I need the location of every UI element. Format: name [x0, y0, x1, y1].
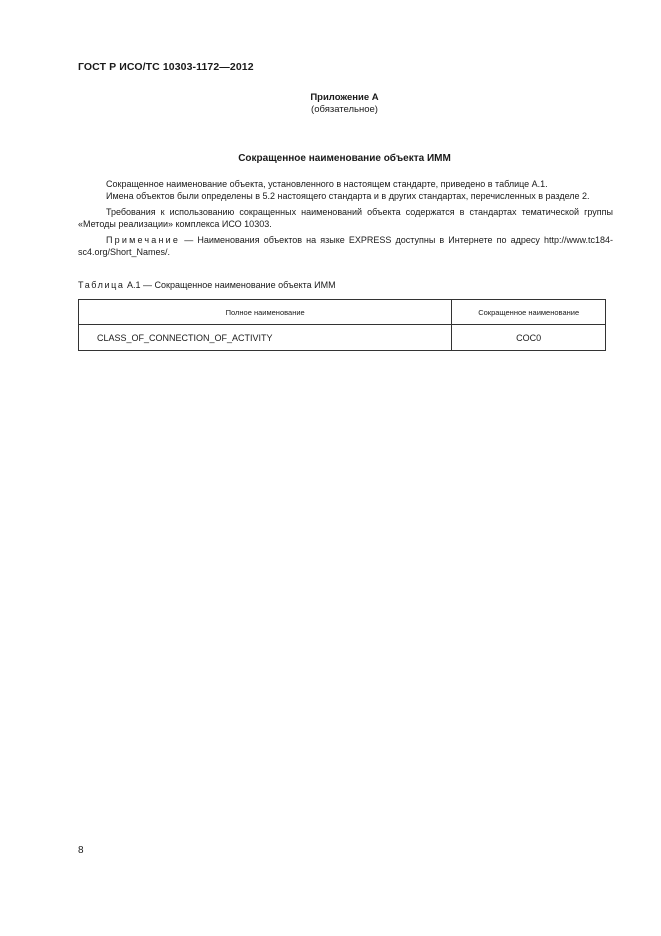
- cell-short-name: COC0: [452, 325, 606, 351]
- table-row: [79, 325, 606, 351]
- cell-full-name: CLASS_OF_CONNECTION_OF_ACTIVITY: [79, 325, 452, 351]
- table-caption-text: А.1 — Сокращенное наименование объекта ИММ: [124, 280, 336, 290]
- table-header-row: [79, 300, 606, 325]
- note-label: Примечание: [106, 235, 181, 245]
- document-header: ГОСТ Р ИСО/ТС 10303-1172—2012: [78, 61, 254, 73]
- appendix-heading: [0, 92, 661, 116]
- paragraph-3: Требования к использованию сокращенных наименований объекта содержатся в стандартах тематической группы «Методы реализации» комплекса ИСО 10303.: [78, 207, 613, 229]
- appendix-title: Приложение А: [310, 92, 379, 103]
- appendix-subtitle: (обязательное): [311, 104, 378, 115]
- page-number: 8: [78, 845, 84, 856]
- table-caption: [78, 280, 336, 290]
- column-header-short-name: Сокращенное наименование: [452, 300, 606, 325]
- table-caption-label: Таблица: [78, 280, 125, 290]
- note-paragraph: [78, 235, 613, 258]
- section-title: Сокращенное наименование объекта ИММ: [238, 153, 451, 164]
- paragraph-2: Имена объектов были определены в 5.2 настоящего стандарта и в других стандартах, перечисленных в разделе 2.: [106, 190, 590, 201]
- paragraph-1: Сокращенное наименование объекта, установленного в настоящем стандарте, приведено в таблице А.1.: [106, 179, 548, 189]
- body-text: [78, 179, 613, 258]
- note-text: — Наименования объектов на языке EXPRESS доступны в Интернете по адресу http://www.tc184-sc4.org/Short_Names/.: [78, 235, 613, 257]
- short-names-table: [78, 299, 606, 351]
- column-header-full-name: Полное наименование: [79, 300, 452, 325]
